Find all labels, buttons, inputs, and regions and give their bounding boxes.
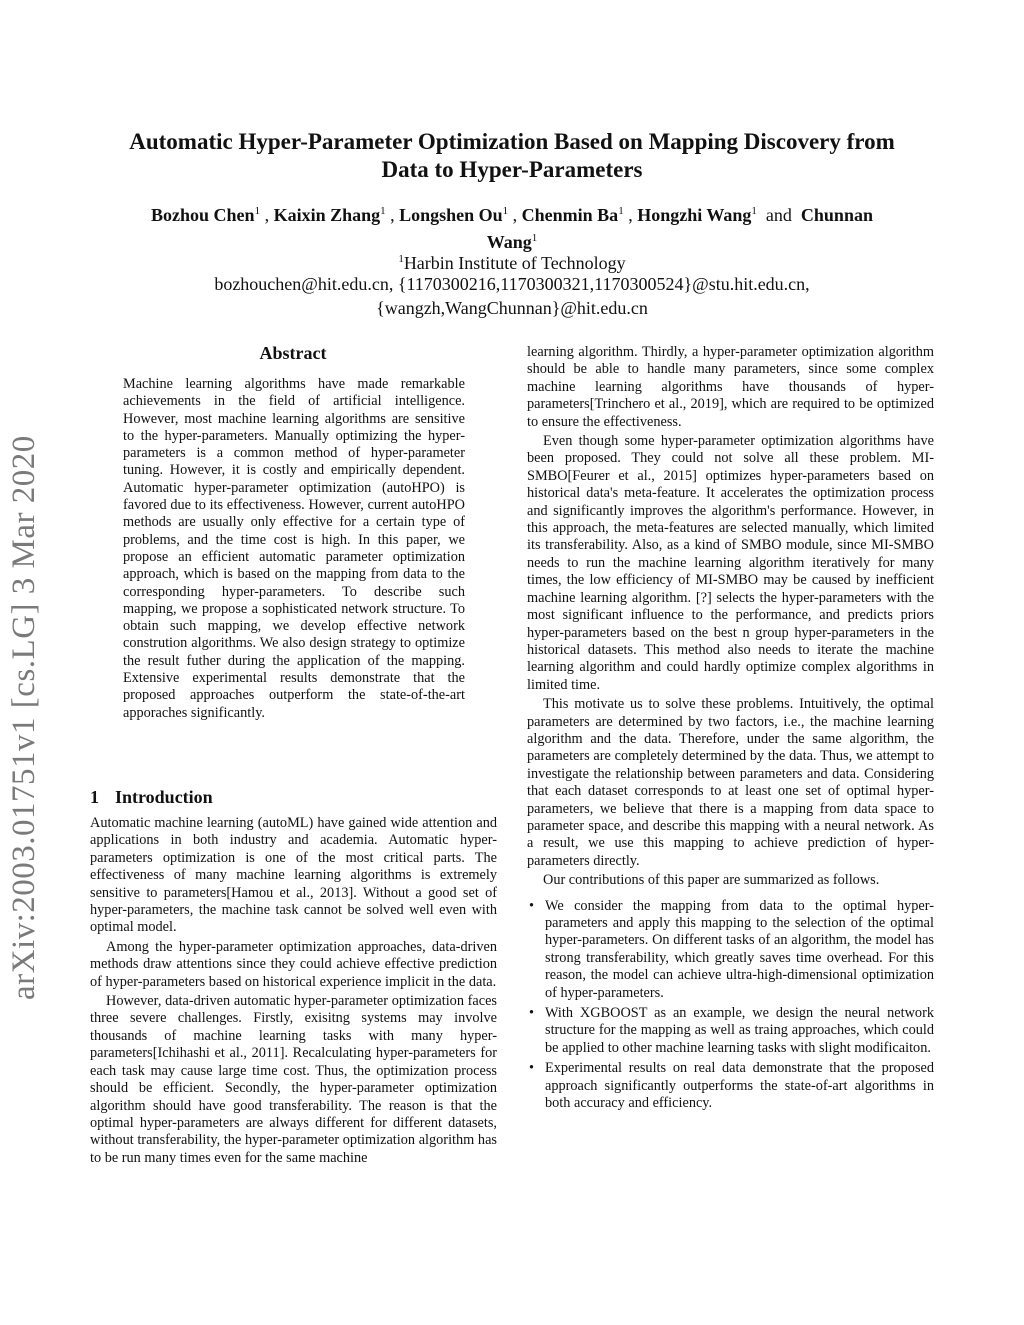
author-name: Hongzhi Wang (637, 205, 752, 225)
author-affil-mark: 1 (531, 232, 538, 244)
paragraph: Among the hyper-parameter optimization approaches, data-driven methods draw attentions since they could achieve effective prediction of hyper-parameters based on historical experience implicit in the data. (90, 938, 497, 990)
emails-line-1: bozhouchen@hit.edu.cn, {1170300216,1170300321,1170300524}@stu.hit.edu.cn, (214, 274, 810, 294)
title-line-1: Automatic Hyper-Parameter Optimization Based on Mapping Discovery from (129, 129, 895, 154)
bullet-icon: • (529, 1060, 535, 1077)
list-item-text: We consider the mapping from data to the optimal hyper-parameters and apply this mapping to the selection of the optimal hyper-parameters. On different tasks of an algorithm, the model has strong transferability, which greatly saves time overhead. For this reason, the model can achieve ultra-high-dimensional optimization of hyper-parameters. (545, 897, 934, 1001)
bullet-icon: • (529, 1005, 535, 1022)
author-name: Chenmin Ba (521, 205, 619, 225)
list-item-text: Experimental results on real data demonstrate that the proposed approach significantly outperforms the state-of-art algorithms in both accuracy and efficiency. (545, 1060, 934, 1112)
author-list (80, 200, 944, 254)
paper-title (80, 128, 944, 184)
list-item-text: With XGBOOST as an example, we design the neural network structure for the mapping as well as traing approaches, which could be applied to other machine learning tasks with slight modificaiton. (545, 1005, 934, 1056)
section-title: Introduction (115, 787, 213, 807)
paragraph: Automatic machine learning (autoML) have gained wide attention and applications in both industry and academia. Automatic hyper-parameters optimization is one of the most critical parts. The effectiveness of many machine learning algorithms is extremely sensitive to parameters[Hamou et al., 2013]. Without a good set of hyper-parameters, the machine task cannot be solved well even with optimal model. (90, 815, 497, 936)
author-name: Longshen Ou (399, 205, 503, 225)
left-column-body (90, 815, 497, 1167)
emails-line-2: {wangzh,WangChunnan}@hit.edu.cn (376, 298, 648, 318)
bullet-icon: • (529, 897, 535, 914)
author-affil-mark: 1 (502, 205, 509, 217)
abstract-text: Machine learning algorithms have made remarkable achievements in the field of artificial intelligence. However, most machine learning algorithms are sensitive to the hyper-parameters. Manually optimizing the hyper-parameters is a common method of hyper-parameter tuning. However, it is costly and empirically dependent. Automatic hyper-parameter optimization (autoHPO) is favored due to its effectiveness. However, current autoHPO methods are usually only effective for a certain type of problems, and the time cost is high. In this paper, we propose an efficient automatic parameter optimization approach, which is based on the mapping from data to the corresponding hyper-parameters. To describe such mapping, we propose a sophisticated network structure. To obtain such mapping, we develop effective network constrution algorithms. We also design strategy to optimize the result futher during the application of the mapping. Extensive experimental results demonstrate that the proposed approaches outperform the state-of-the-art apporaches significantly. (123, 376, 465, 721)
affiliation-mark: 1 (398, 253, 404, 265)
author-affil-mark: 1 (751, 205, 757, 217)
affiliation-name: Harbin Institute of Technology (403, 253, 626, 273)
list-item (527, 1005, 934, 1057)
author-name-part: Wang (486, 232, 532, 252)
author-name: Bozhou Chen (151, 205, 255, 225)
paragraph: However, data-driven automatic hyper-parameter optimization faces three severe challenges. Firstly, exisitng systems may involve thousands of machine learning tasks with many hyper-parameters[Ichihashi et al., 2011]. Recalculating hyper-parameters for each task may cause large time cost. Thus, the optimization process should be efficient. Secondly, the hyper-parameter optimization algorithm should have good transferability. The reason is that the optimal hyper-parameters are always different for different datasets, without transferability, the hyper-parameter optimization algorithm has to be run many times even for the same machine (90, 993, 497, 1166)
affiliation (80, 247, 944, 275)
arxiv-identifier: arXiv:2003.01751v1 [cs.LG] 3 Mar 2020 (6, 435, 42, 1000)
author-emails (80, 272, 944, 320)
author-affil-mark: 1 (254, 205, 261, 217)
paragraph: Even though some hyper-parameter optimization algorithms have been proposed. They could not solve all these problem. MI-SMBO[Feurer et al., 2015] optimizes hyper-parameters based on historical data's meta-feature. It accelerates the optimization process and significantly improves the algorithm's performance. However, in this approach, the meta-features are selected manually, which limited its transferability. Also, as a kind of SMBO module, since MI-SMBO needs to run the machine learning algorithm iteratively for many times, the low efficiency of MI-SMBO may be caused by inefficient machine learning algorithm. [?] selects the hyper-parameters with the most significant influence to the performance, and predicts priors hyper-parameters based on the best n group hyper-parameters in the historical datasets. This method also needs to iterate the machine learning algorithm and could hardly optimize complex algorithms in limited time. (527, 433, 934, 693)
author-affil-mark: 1 (618, 205, 624, 217)
section-number: 1 (90, 787, 99, 807)
contributions-list (527, 898, 934, 1113)
list-item (527, 898, 934, 1002)
title-line-2: Data to Hyper-Parameters (381, 157, 643, 182)
author-affil-mark: 1 (380, 205, 386, 217)
paragraph: Our contributions of this paper are summarized as follows. (543, 872, 880, 889)
section-heading-introduction (90, 787, 213, 808)
authors-and: and (765, 205, 792, 225)
abstract-body (123, 376, 465, 722)
list-item (527, 1060, 934, 1112)
author-name: Kaixin Zhang (273, 205, 381, 225)
author-name-part: Chunnan (800, 205, 873, 225)
author-line-1: Bozhou Chen$^1$ , Kaixin Zhang$^1$ , Longshen Ou$^1$ , Chenmin Ba$^1$ , Hongzhi Wang$^1$ and Chunnan (151, 205, 873, 225)
paragraph: learning algorithm. Thirdly, a hyper-parameter optimization algorithm should be able to handle many parameters, since some complex machine learning algorithms have thousands of hyper-parameters[Trinchero et al., 2019], which are required to be optimized to ensure the effectiveness. (527, 344, 934, 430)
abstract-heading: Abstract (259, 343, 327, 363)
paragraph: This motivate us to solve these problems. Intuitively, the optimal parameters are determined by two factors, i.e., the machine learning algorithm and the data. Therefore, under the same algorithm, the parameters are completely determined by the data. Thus, we attempt to investigate the relationship between parameters and data. Considering that each dataset corresponds to at least one set of optimal hyper-parameters, we believe that there is a mapping from data space to parameter space, and describe this mapping with a neural network. As a result, we use this mapping to achieve prediction of hyper-parameters directly. (527, 696, 934, 869)
right-column-body (527, 344, 934, 1115)
